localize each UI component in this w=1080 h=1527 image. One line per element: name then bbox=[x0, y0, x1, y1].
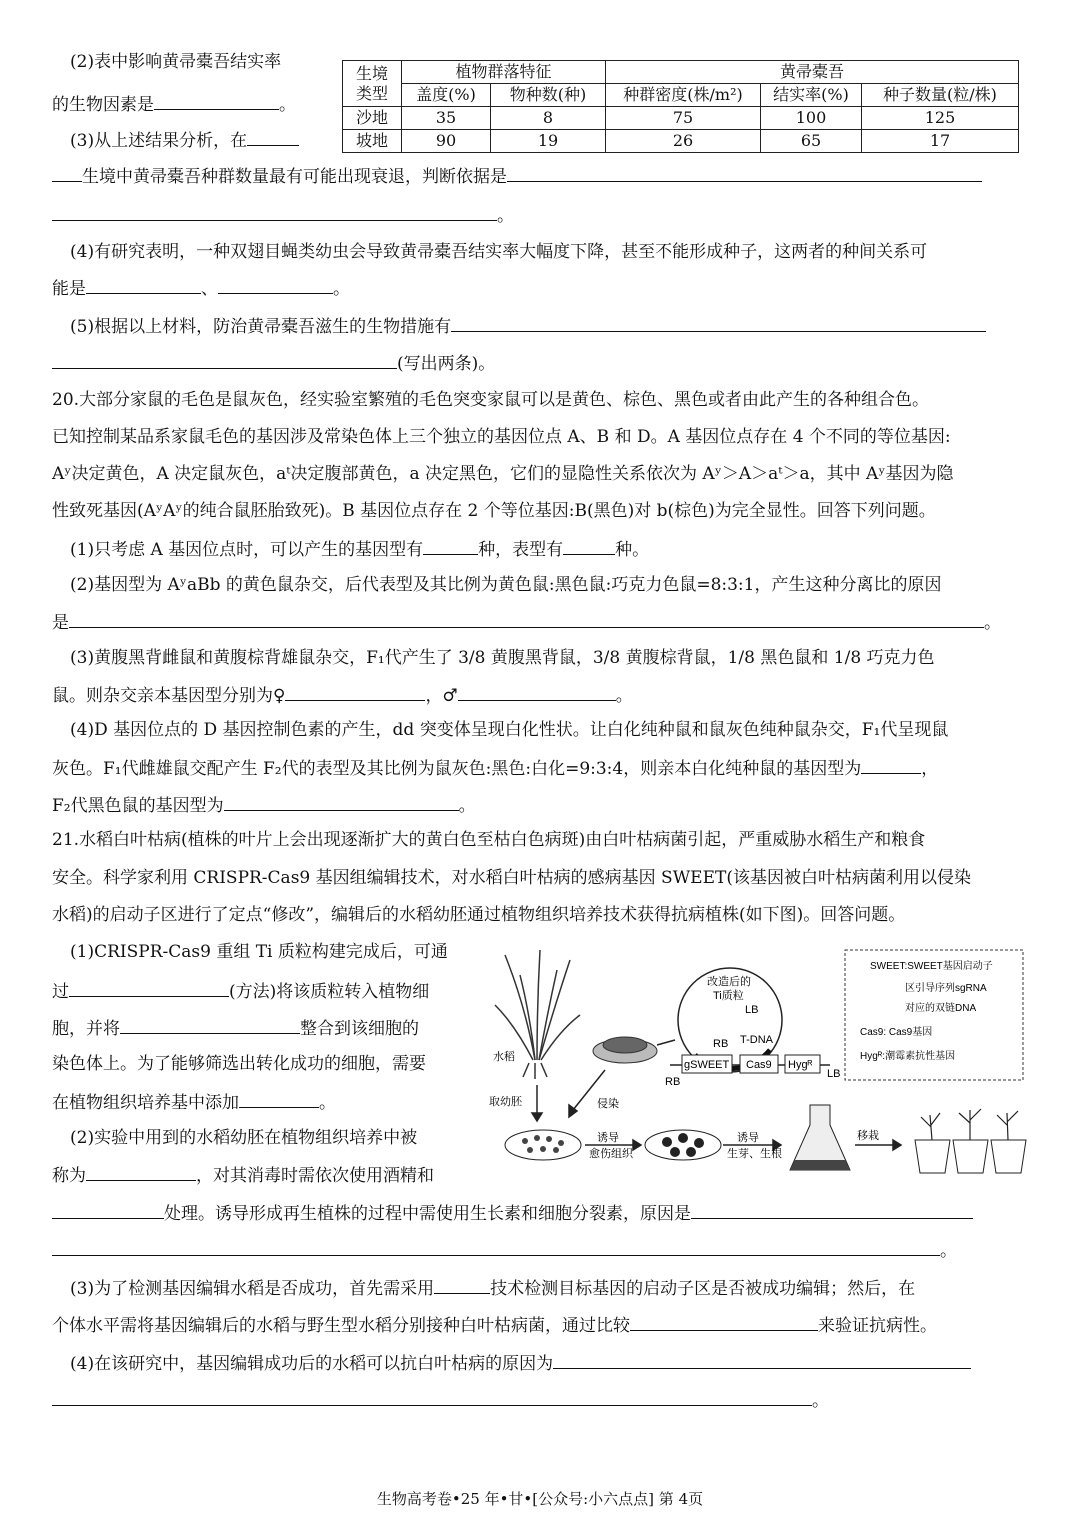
table-row bbox=[343, 130, 1019, 153]
cell: 90 bbox=[402, 130, 491, 153]
header-fruit: 结实率(%) bbox=[761, 84, 862, 107]
text: 。 bbox=[984, 613, 1001, 633]
text: 。 bbox=[333, 279, 350, 299]
answer-blank[interactable] bbox=[224, 792, 459, 811]
text: 能是 bbox=[52, 279, 86, 299]
infect-label: 侵染 bbox=[597, 1098, 619, 1110]
q21-p1-line3 bbox=[52, 1015, 419, 1041]
transplant-label: 移栽 bbox=[857, 1130, 879, 1142]
text: 种，表型有 bbox=[478, 540, 564, 560]
text: 鼠。则杂交亲本基因型分别为♀ bbox=[52, 686, 286, 706]
text: (1)只考虑 A 基因位点时，可以产生的基因型有 bbox=[70, 540, 424, 560]
q21-p4-line1 bbox=[70, 1350, 971, 1376]
answer-blank[interactable] bbox=[52, 1200, 164, 1219]
header-species: 黄帚橐吾 bbox=[606, 61, 1019, 84]
answer-blank[interactable] bbox=[86, 1162, 196, 1181]
q21-stem-line1: 21.水稻白叶枯病(植株的叶片上会出现逐渐扩大的黄白色至枯白色病斑)由白叶枯病菌引起，严重威胁水稻生产和粮食 bbox=[52, 830, 926, 850]
embryo-dish bbox=[505, 1130, 581, 1160]
text: 处理。诱导形成再生植株的过程中需使用生长素和细胞分裂素，原因是 bbox=[164, 1204, 691, 1224]
q20-p1 bbox=[70, 536, 649, 562]
cell: 19 bbox=[491, 130, 606, 153]
text: 来验证抗病性。 bbox=[818, 1316, 937, 1336]
lb-label: LB bbox=[745, 1004, 759, 1016]
page-footer: 生物高考卷•25 年•甘•[公众号:小六点点] 第 4页 bbox=[376, 1490, 704, 1508]
answer-blank[interactable] bbox=[154, 91, 279, 110]
text: 。 bbox=[615, 686, 633, 706]
cell: 沙地 bbox=[343, 107, 402, 130]
text: ，♂ bbox=[425, 686, 458, 706]
text: 。 bbox=[279, 95, 296, 115]
cell: 坡地 bbox=[343, 130, 402, 153]
q20-stem-line3: Aʸ决定黄色，A 决定鼠灰色，aᵗ决定腹部黄色，a 决定黑色，它们的显隐性关系依次为 Aʸ＞A＞aᵗ＞a，其中 Aʸ基因为隐 bbox=[52, 464, 954, 484]
cell: 65 bbox=[761, 130, 862, 153]
q21-p2-line4 bbox=[52, 1237, 957, 1263]
q20-p4-line2 bbox=[52, 755, 938, 781]
legend-hyg: Hygᴿ:潮霉素抗性基因 bbox=[860, 1051, 956, 1062]
text: (4)在该研究中，基因编辑成功后的水稻可以抗白叶枯病的原因为 bbox=[70, 1354, 554, 1374]
answer-blank[interactable] bbox=[458, 682, 616, 701]
text: 。 bbox=[497, 206, 514, 226]
answer-blank[interactable] bbox=[52, 202, 497, 221]
seedling-pots bbox=[915, 1140, 1026, 1173]
q21-p3-line1 bbox=[70, 1275, 915, 1301]
plasmid-label-1: 改造后的 bbox=[707, 976, 751, 988]
text: 。 bbox=[812, 1391, 829, 1411]
q20-p3-line1: (3)黄腹黑背雌鼠和黄腹棕背雄鼠杂交，F₁代产生了 3/8 黄腹黑背鼠，3/8 黄腹棕背鼠，1/8 黑色鼠和 1/8 巧克力色 bbox=[70, 648, 935, 668]
arrow-head bbox=[633, 1140, 641, 1150]
arrow-head bbox=[532, 1113, 542, 1121]
embryo-label: 取幼胚 bbox=[489, 1096, 522, 1108]
flask-medium bbox=[790, 1160, 850, 1170]
q20-p2-line1: (2)基因型为 AʸaBb 的黄色鼠杂交，后代表型及其比例为黄色鼠:黑色鼠:巧克力色鼠=8:3:1，产生这种分离比的原因 bbox=[70, 575, 942, 595]
text: 过 bbox=[52, 982, 69, 1002]
rb-label: RB bbox=[713, 1038, 729, 1050]
header-habitat: 生境 类型 bbox=[343, 61, 402, 107]
answer-blank[interactable] bbox=[120, 1015, 300, 1034]
answer-blank[interactable] bbox=[630, 1312, 818, 1331]
q21-p1-line2 bbox=[52, 978, 429, 1004]
text: 胞，并将 bbox=[52, 1019, 120, 1039]
q20-p3-line2 bbox=[52, 682, 633, 708]
cell: 100 bbox=[761, 107, 862, 130]
lb-label-2: LB bbox=[827, 1068, 841, 1080]
q21-p3-line2 bbox=[52, 1312, 937, 1338]
text: (写出两条)。 bbox=[397, 354, 496, 374]
arrow bbox=[657, 1040, 675, 1045]
q21-p1-line5 bbox=[52, 1089, 336, 1115]
text: (5)根据以上材料，防治黄帚橐吾滋生的生物措施有 bbox=[70, 317, 452, 337]
text: (3)从上述结果分析，在 bbox=[70, 131, 248, 151]
bacteria-colony bbox=[603, 1037, 647, 1053]
induce2-label: 诱导 bbox=[737, 1132, 759, 1144]
header-seed: 种子数量(粒/株) bbox=[862, 84, 1019, 107]
q19-p5-line1 bbox=[70, 313, 986, 339]
text: 、 bbox=[201, 279, 218, 299]
gsweet-label: gSWEET bbox=[684, 1059, 730, 1071]
answer-blank[interactable] bbox=[423, 536, 478, 555]
text: 整合到该细胞的 bbox=[300, 1019, 419, 1039]
cell: 125 bbox=[862, 107, 1019, 130]
q20-p4-line1: (4)D 基因位点的 D 基因控制色素的产生，dd 突变体呈现白化性状。让白化纯种鼠和鼠灰色纯种鼠杂交，F₁代呈现鼠 bbox=[70, 720, 949, 740]
legend-dsdna: 对应的双链DNA bbox=[905, 1003, 977, 1014]
q20-p2-line2 bbox=[52, 609, 1001, 635]
cell: 17 bbox=[862, 130, 1019, 153]
q21-stem-line2: 安全。科学家利用 CRISPR-Cas9 基因组编辑技术，对水稻白叶枯病的感病基因 SWEET(该基因被白叶枯病菌利用以侵染 bbox=[52, 868, 971, 888]
q20-p4-line3 bbox=[52, 792, 476, 818]
text: 。 bbox=[319, 1093, 336, 1113]
answer-blank[interactable] bbox=[247, 127, 299, 146]
table-row bbox=[343, 107, 1019, 130]
cell: 35 bbox=[402, 107, 491, 130]
answer-blank[interactable] bbox=[507, 163, 982, 182]
header-density: 种群密度(株/m²) bbox=[606, 84, 761, 107]
q19-p3-line1 bbox=[70, 127, 299, 153]
header-cover: 盖度(%) bbox=[402, 84, 491, 107]
q19-p2-line2 bbox=[52, 91, 296, 117]
sprout-label: 生芽、生根 bbox=[727, 1148, 782, 1160]
answer-blank[interactable] bbox=[691, 1200, 973, 1219]
text: 的生物因素是 bbox=[52, 95, 154, 115]
tissue-culture-diagram bbox=[485, 945, 1035, 1185]
q21-p2-line3 bbox=[52, 1200, 973, 1226]
q19-p5-line2 bbox=[52, 350, 495, 376]
text: ，对其消毒时需依次使用酒精和 bbox=[196, 1166, 434, 1186]
tdna-label: T-DNA bbox=[740, 1034, 773, 1046]
text: ， bbox=[921, 759, 939, 779]
text: (方法)将该质粒转入植物细 bbox=[229, 982, 430, 1002]
hyg-label: Hygᴿ bbox=[788, 1059, 813, 1071]
text: 生境中黄帚橐吾种群数量最有可能出现衰退，判断依据是 bbox=[82, 167, 507, 187]
answer-blank[interactable] bbox=[563, 536, 615, 555]
q19-p4-line1: (4)有研究表明，一种双翅目蝇类幼虫会导致黄帚橐吾结实率大幅度下降，甚至不能形成种子，这两者的种间关系可 bbox=[70, 242, 928, 262]
text: 。 bbox=[458, 796, 476, 816]
cas9-label: Cas9 bbox=[746, 1059, 772, 1071]
text: 种。 bbox=[615, 540, 650, 560]
text: F₂代黑色鼠的基因型为 bbox=[52, 796, 224, 816]
text: 是 bbox=[52, 613, 69, 633]
text: 在植物组织培养基中添加 bbox=[52, 1093, 239, 1113]
rice-label: 水稻 bbox=[493, 1051, 515, 1063]
text: 技术检测目标基因的启动子区是否被成功编辑；然后，在 bbox=[490, 1279, 916, 1299]
cell: 26 bbox=[606, 130, 761, 153]
q21-p1-line1: (1)CRISPR-Cas9 重组 Ti 质粒构建完成后，可通 bbox=[70, 942, 448, 962]
cell: 8 bbox=[491, 107, 606, 130]
answer-blank[interactable] bbox=[52, 350, 397, 369]
q19-p3-line2 bbox=[52, 163, 982, 189]
q20-stem-line1: 20.大部分家鼠的毛色是鼠灰色，经实验室繁殖的毛色突变家鼠可以是黄色、棕色、黑色或者由此产生的各种组合色。 bbox=[52, 390, 930, 410]
seedlings bbox=[921, 1109, 1018, 1140]
text: 灰色。F₁代雌雄鼠交配产生 F₂代的表型及其比例为鼠灰色:黑色:白化=9:3:4，则亲本白化纯种鼠的基因型为 bbox=[52, 759, 862, 779]
q21-p4-line2 bbox=[52, 1387, 829, 1413]
answer-blank[interactable] bbox=[451, 313, 986, 332]
q21-p2-line2 bbox=[52, 1162, 434, 1188]
q21-stem-line3: 水稻)的启动子区进行了定点“修改”，编辑后的水稻幼胚通过植物组织培养技术获得抗病植株(如下图)。回答问题。 bbox=[52, 905, 906, 925]
induce-label: 诱导 bbox=[597, 1132, 619, 1144]
plasmid-label-2: Ti质粒 bbox=[713, 990, 744, 1002]
answer-blank[interactable] bbox=[69, 978, 229, 997]
text: (3)为了检测基因编辑水稻是否成功，首先需采用 bbox=[70, 1279, 435, 1299]
answer-blank[interactable] bbox=[285, 682, 425, 701]
answer-blank[interactable] bbox=[218, 275, 333, 294]
answer-blank[interactable] bbox=[86, 275, 201, 294]
answer-blank[interactable] bbox=[52, 163, 82, 182]
text: 个体水平需将基因编辑后的水稻与野生型水稻分别接种白叶枯病菌，通过比较 bbox=[52, 1316, 630, 1336]
arrow-head bbox=[893, 1140, 901, 1150]
answer-blank[interactable] bbox=[69, 609, 984, 628]
q21-p2-line1: (2)实验中用到的水稻幼胚在植物组织培养中被 bbox=[70, 1128, 418, 1148]
cell: 75 bbox=[606, 107, 761, 130]
header-community: 植物群落特征 bbox=[402, 61, 606, 84]
callus-label: 愈伤组织 bbox=[589, 1148, 633, 1160]
header-num: 物种数(种) bbox=[491, 84, 606, 107]
q21-p1-line4: 染色体上。为了能够筛选出转化成功的细胞，需要 bbox=[52, 1054, 426, 1074]
answer-blank[interactable] bbox=[553, 1350, 971, 1369]
rb-label-2: RB bbox=[665, 1076, 681, 1088]
q20-stem-line2: 已知控制某品系家鼠毛色的基因涉及常染色体上三个独立的基因位点 A、B 和 D。A 基因位点存在 4 个不同的等位基因: bbox=[52, 427, 951, 447]
text: 称为 bbox=[52, 1166, 86, 1186]
q19-p4-line2 bbox=[52, 275, 350, 301]
answer-blank[interactable] bbox=[434, 1275, 490, 1294]
habitat-table bbox=[342, 60, 1019, 153]
answer-blank[interactable] bbox=[52, 1237, 940, 1256]
legend-sweet: SWEET:SWEET基因启动子 bbox=[870, 961, 993, 972]
q19-p3-line3 bbox=[52, 202, 514, 228]
q20-stem-line4: 性致死基因(AʸAʸ的纯合鼠胚胎致死)。B 基因位点存在 2 个等位基因:B(黑色)对 b(棕色)为完全显性。回答下列问题。 bbox=[52, 501, 936, 521]
legend-cas9: Cas9: Cas9基因 bbox=[860, 1027, 933, 1038]
answer-blank[interactable] bbox=[239, 1089, 319, 1108]
answer-blank[interactable] bbox=[861, 755, 921, 774]
legend-sgrna: 区引导序列sgRNA bbox=[905, 983, 987, 994]
q19-p2-line1: (2)表中影响黄帚橐吾结实率 bbox=[70, 52, 282, 72]
answer-blank[interactable] bbox=[52, 1387, 812, 1406]
text: 。 bbox=[940, 1241, 957, 1261]
